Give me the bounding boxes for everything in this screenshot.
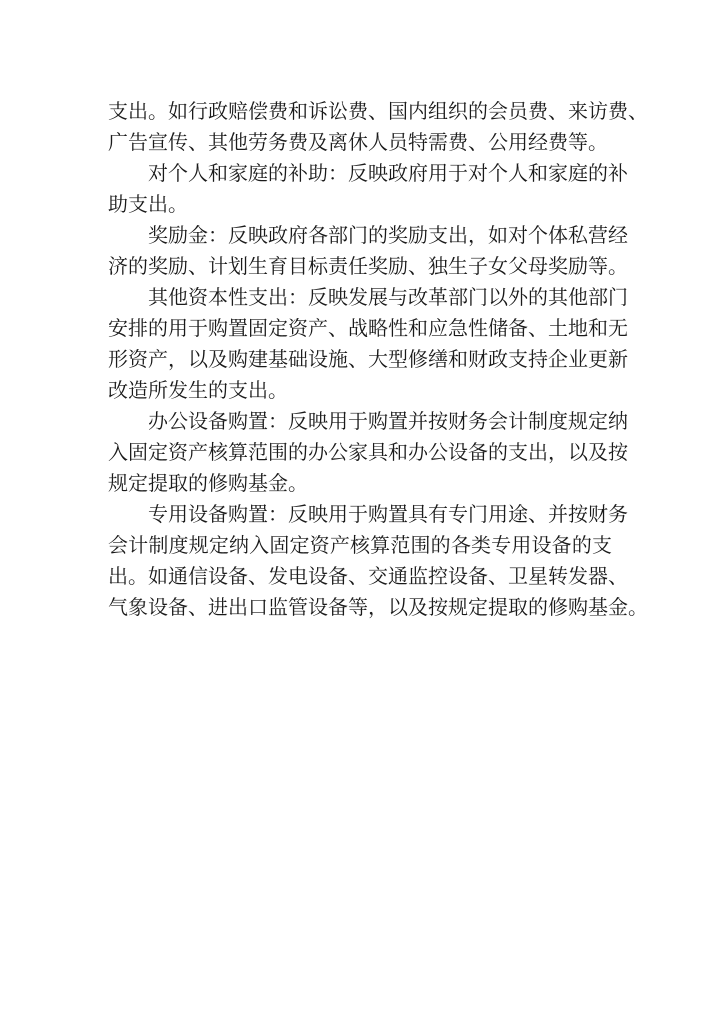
paragraph-office-equipment <box>108 406 628 499</box>
document-page <box>108 96 648 623</box>
text-line: 会计制度规定纳入固定资产核算范围的各类专用设备的支 <box>108 533 612 557</box>
paragraph-reward-fund <box>108 220 628 282</box>
text-line: 入固定资产核算范围的办公家具和办公设备的支出，以及按 <box>108 440 628 464</box>
text-line: 济的奖励、计划生育目标责任奖励、独生子女父母奖励等。 <box>108 254 628 278</box>
paragraph-expenditure-continued <box>108 96 648 158</box>
text-line: 广告宣传、其他劳务费及离休人员特需费、公用经费等。 <box>108 130 608 154</box>
text-line: 办公设备购置：反映用于购置并按财务会计制度规定纳 <box>148 409 628 433</box>
text-line: 其他资本性支出：反映发展与改革部门以外的其他部门 <box>148 285 628 309</box>
text-line: 助支出。 <box>108 192 188 216</box>
text-line: 专用设备购置：反映用于购置具有专门用途、并按财务 <box>148 502 628 526</box>
text-line: 气象设备、进出口监管设备等，以及按规定提取的修购基金。 <box>108 595 648 619</box>
text-line: 出。如通信设备、发电设备、交通监控设备、卫星转发器、 <box>108 564 628 588</box>
text-line: 规定提取的修购基金。 <box>108 471 308 495</box>
text-line: 奖励金：反映政府各部门的奖励支出，如对个体私营经 <box>148 223 628 247</box>
text-line: 对个人和家庭的补助：反映政府用于对个人和家庭的补 <box>148 161 628 185</box>
text-line: 形资产，以及购建基础设施、大型修缮和财政支持企业更新 <box>108 347 628 371</box>
paragraph-household-subsidy <box>108 158 628 220</box>
paragraph-special-equipment <box>108 499 648 623</box>
text-line: 改造所发生的支出。 <box>108 378 288 402</box>
text-line: 支出。如行政赔偿费和诉讼费、国内组织的会员费、来访费、 <box>108 99 648 123</box>
paragraph-other-capital-expenditure <box>108 282 628 406</box>
text-line: 安排的用于购置固定资产、战略性和应急性储备、土地和无 <box>108 316 628 340</box>
